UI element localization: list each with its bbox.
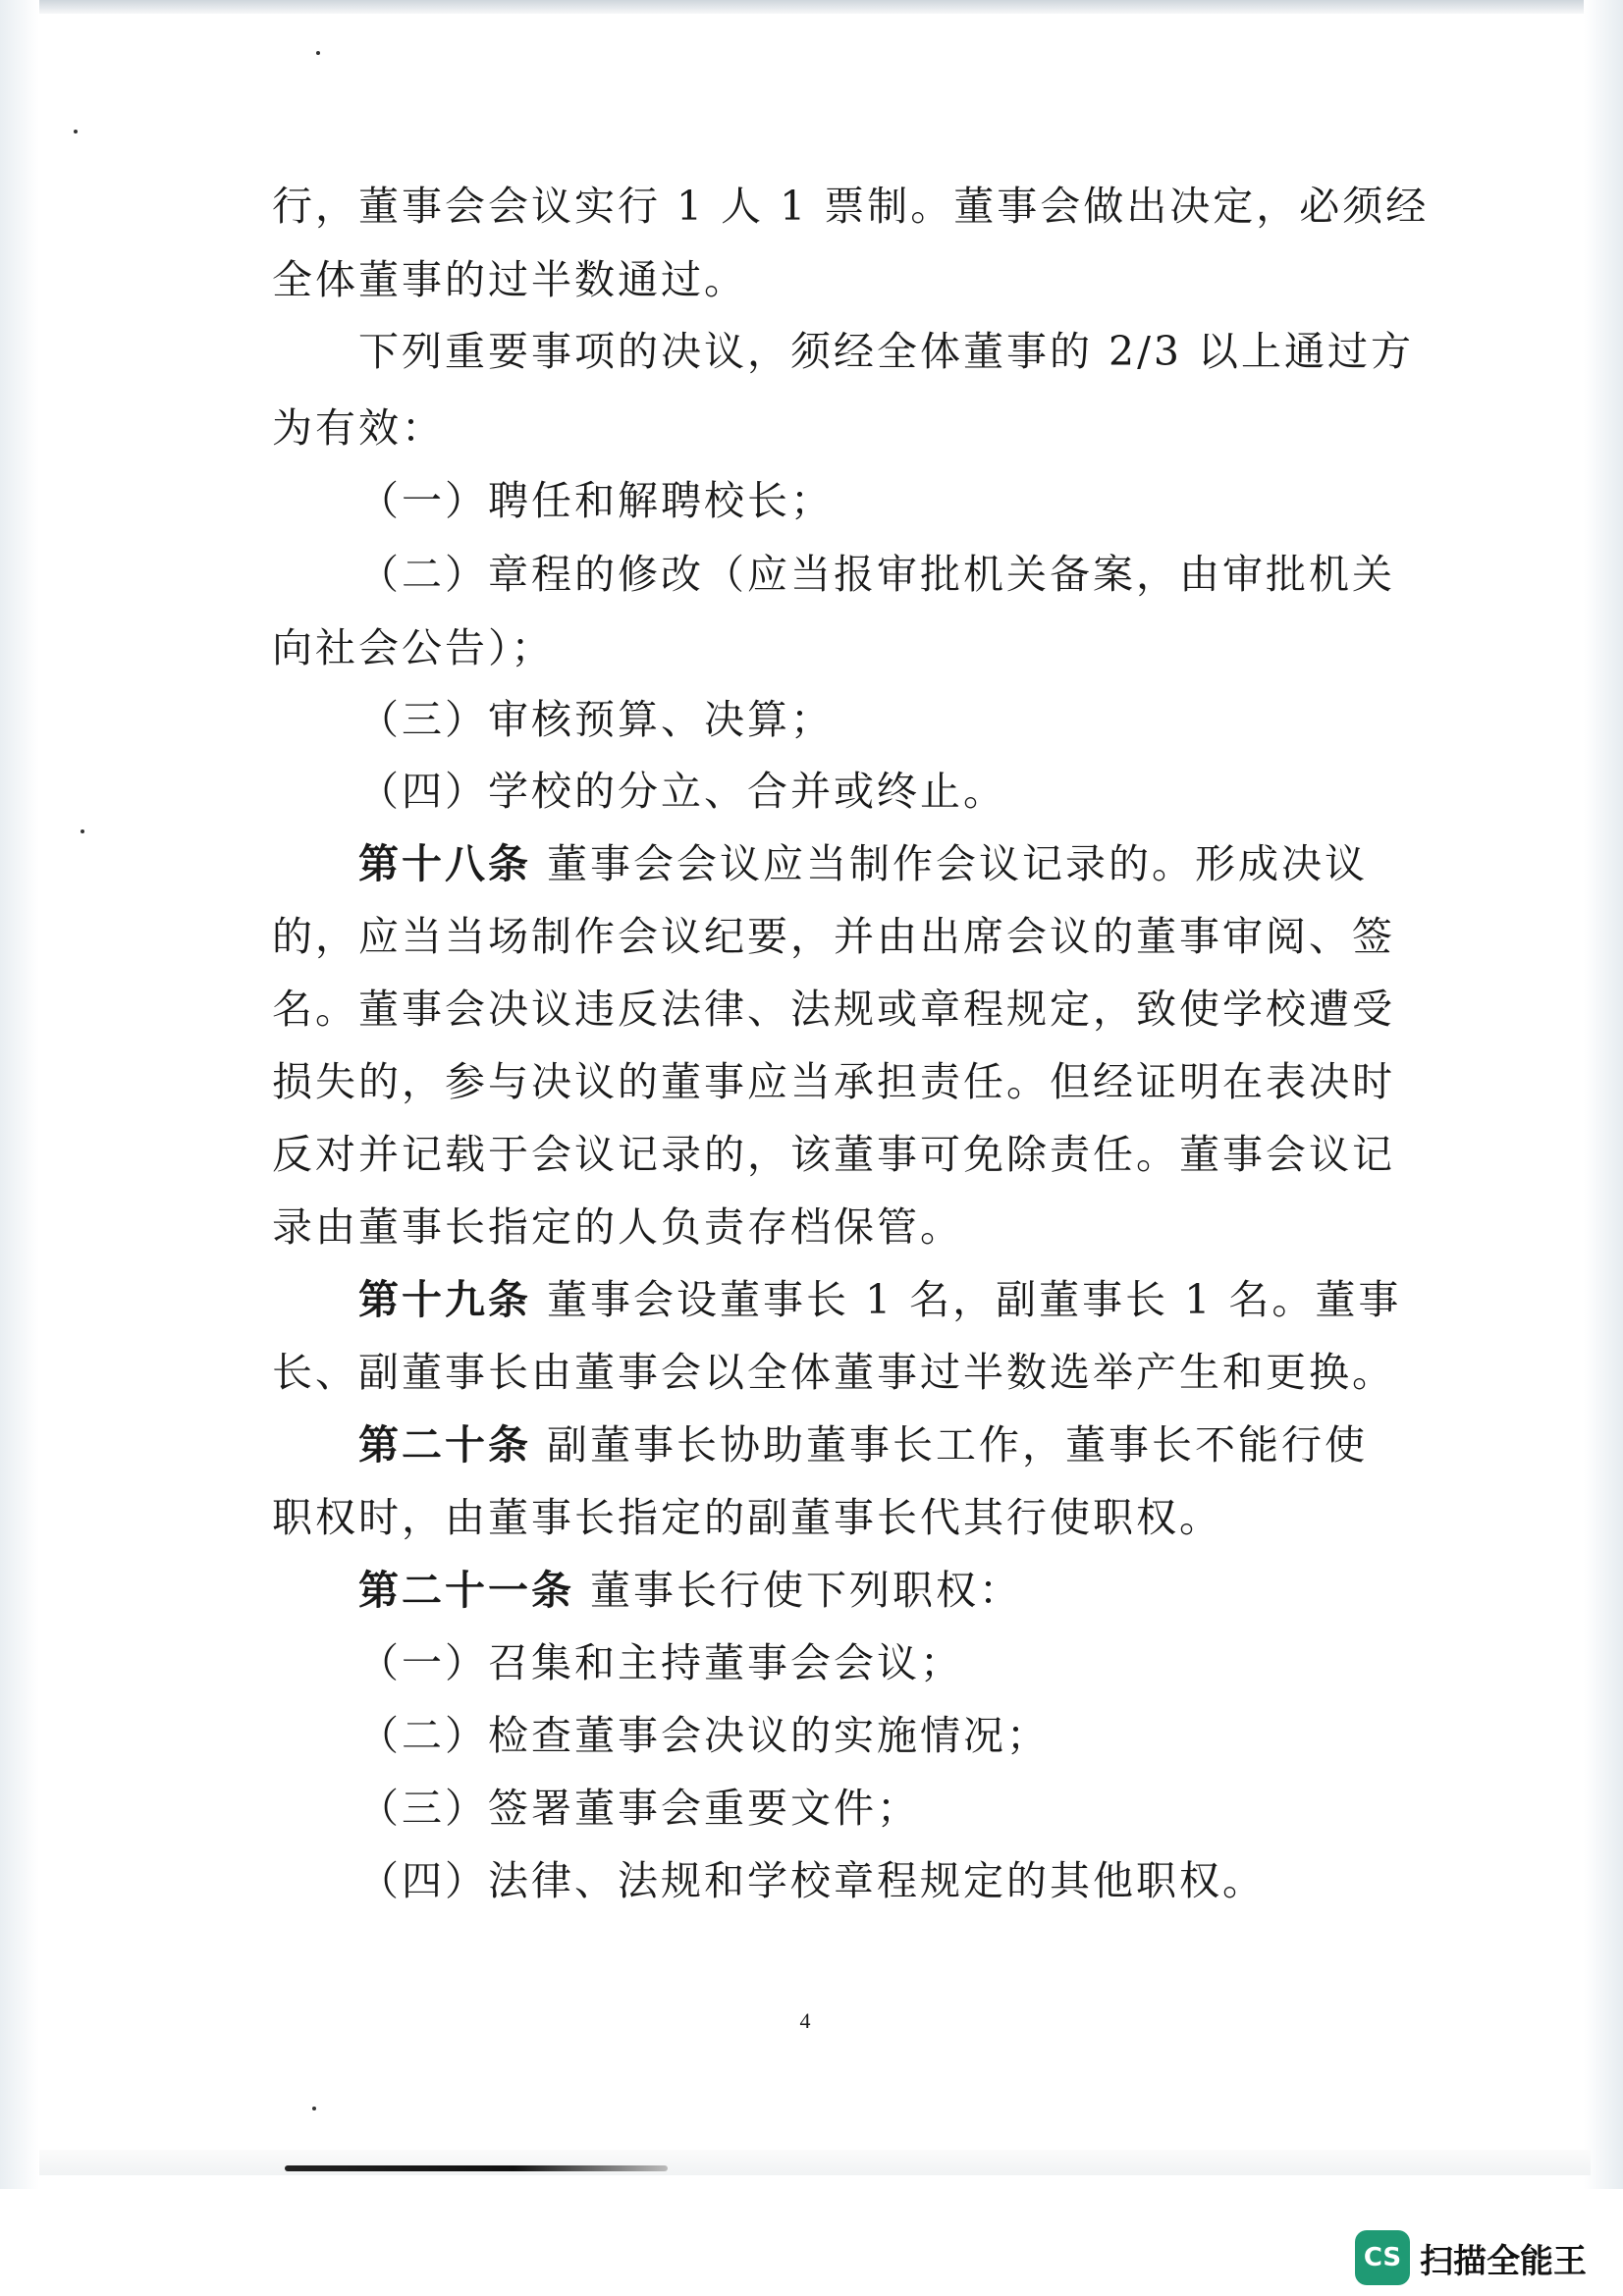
- article-heading-line: 第二十一条 董事长行使下列职权：: [358, 1567, 1023, 1614]
- list-item: （四）法律、法规和学校章程规定的其他职权。: [358, 1857, 1266, 1904]
- list-item: （一）聘任和解聘校长；: [358, 477, 834, 524]
- camscanner-watermark: [1355, 2230, 1587, 2285]
- paragraph-line: 名。董事会决议违反法律、法规或章程规定，致使学校遭受: [272, 986, 1395, 1033]
- scan-top-edge: [0, 0, 1623, 14]
- scan-bottom-shade: [39, 2150, 1591, 2175]
- scan-speck: [316, 51, 320, 55]
- paragraph-line: 的，应当当场制作会议纪要，并由出席会议的董事审阅、签: [272, 913, 1395, 960]
- camscanner-logo-icon: CS: [1355, 2230, 1410, 2285]
- article-heading-line: 第二十条 副董事长协助董事长工作，董事长不能行使: [358, 1421, 1369, 1468]
- article-heading-line: 第十八条 董事会会议应当制作会议记录的。形成决议: [358, 840, 1369, 887]
- paragraph-line: 下列重要事项的决议，须经全体董事的 2/3 以上通过方: [358, 328, 1415, 375]
- scan-left-edge: [0, 0, 39, 2189]
- paragraph-line: 职权时，由董事长指定的副董事长代其行使职权。: [272, 1494, 1222, 1541]
- article-heading-line: 第十九条 董事会设董事长 1 名，副董事长 1 名。董事: [358, 1276, 1402, 1323]
- list-item: （四）学校的分立、合并或终止。: [358, 768, 1006, 815]
- list-item: （二）章程的修改（应当报审批机关备案，由审批机关: [358, 551, 1395, 598]
- paragraph-line: 全体董事的过半数通过。: [272, 256, 747, 303]
- scan-right-edge: [1584, 0, 1623, 2189]
- list-item: （一）召集和主持董事会会议；: [358, 1639, 963, 1686]
- paragraph-line: 录由董事长指定的人负责存档保管。: [272, 1203, 963, 1251]
- scan-speck: [312, 2107, 316, 2110]
- scan-speck: [74, 130, 78, 133]
- paragraph-line: 长、副董事长由董事会以全体董事过半数选举产生和更换。: [272, 1349, 1395, 1396]
- paragraph-line: 为有效：: [272, 404, 445, 452]
- list-item: （三）审核预算、决算；: [358, 696, 834, 743]
- paragraph-line: 行，董事会会议实行 1 人 1 票制。董事会做出决定，必须经: [272, 183, 1430, 230]
- paragraph-line: 反对并记载于会议记录的，该董事可免除责任。董事会议记: [272, 1131, 1395, 1178]
- scan-speck: [81, 829, 84, 833]
- list-item: （三）签署董事会重要文件；: [358, 1785, 920, 1832]
- paragraph-line: 损失的，参与决议的董事应当承担责任。但经证明在表决时: [272, 1058, 1395, 1105]
- list-item: （二）检查董事会决议的实施情况；: [358, 1712, 1050, 1759]
- paragraph-line: 向社会公告）；: [272, 624, 555, 671]
- page-number: 4: [799, 2008, 811, 2033]
- camscanner-watermark-text: 扫描全能王: [1420, 2241, 1587, 2281]
- scan-bottom-line: [285, 2165, 668, 2171]
